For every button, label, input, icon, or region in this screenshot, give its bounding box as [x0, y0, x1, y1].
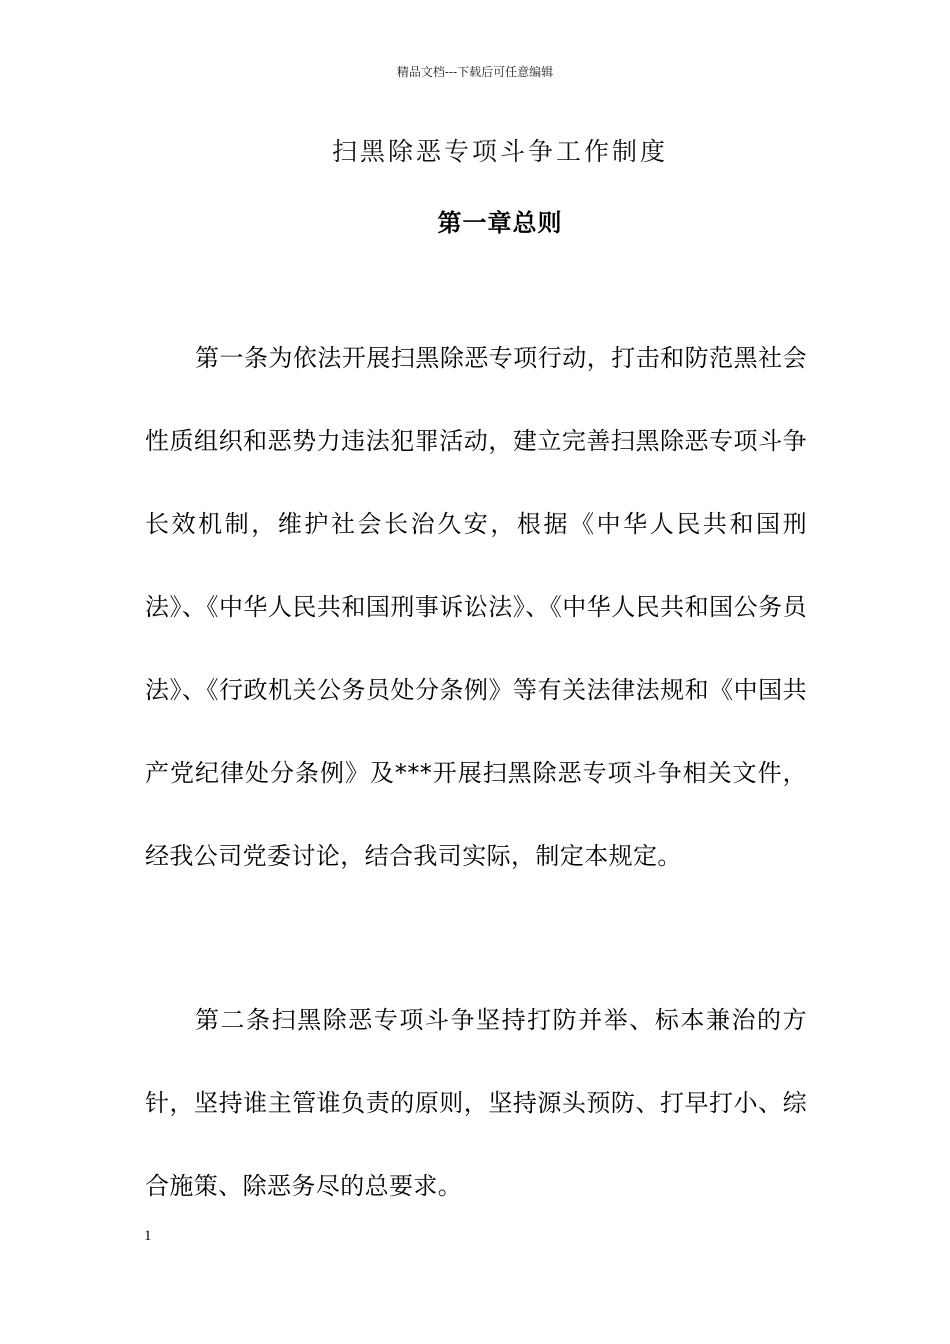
page-number: 1	[144, 1228, 152, 1244]
article-2	[145, 979, 807, 1228]
page-header-note: 精品文档---下载后可任意编辑	[396, 65, 554, 79]
article-1-text: 第一条为依法开展扫黑除恶专项行动，打击和防范黑社会性质组织和恶势力违法犯罪活动，建立完善扫黑除恶专项斗争长效机制，维护社会长治久安，根据《中华人民共和国刑法》、《中华人民共和国刑事诉讼法》、《中华人民共和国公务员法》、《行政机关公务员处分条例》等有关法律法规和《中国共产党纪律处分条例》及***开展扫黑除恶专项斗争相关文件，经我公司党委讨论，结合我司实际，制定本规定。	[145, 344, 807, 870]
document-title: 扫黑除恶专项斗争工作制度	[331, 137, 668, 166]
article-1	[145, 317, 807, 898]
chapter-heading: 第一章总则	[437, 209, 563, 237]
article-2-text: 第二条扫黑除恶专项斗争坚持打防并举、标本兼治的方针，坚持谁主管谁负责的原则，坚持源头预防、打早打小、综合施策、除恶务尽的总要求。	[145, 1006, 807, 1200]
